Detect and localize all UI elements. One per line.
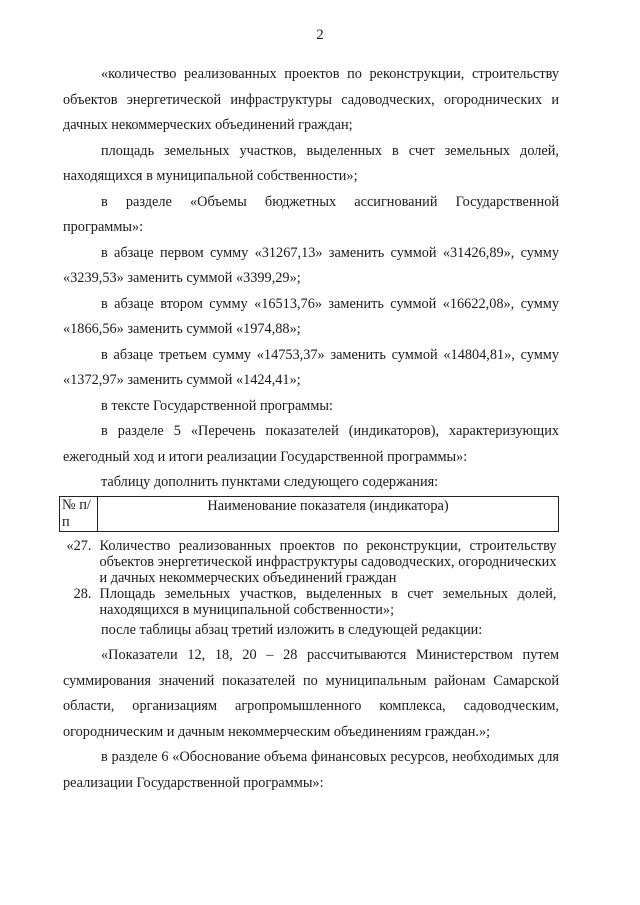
paragraph: в абзаце первом сумму «31267,13» заменить суммой «31426,89», сумму «3239,53» заменить суммой «3399,29»; xyxy=(63,244,559,286)
paragraph: в абзаце втором сумму «16513,76» заменить суммой «16622,08», сумму «1866,56» заменить суммой «1974,88»; xyxy=(63,295,559,337)
paragraph: площадь земельных участков, выделенных в счет земельных долей, находящихся в муниципальной собственности»; xyxy=(63,142,559,184)
paragraph: в тексте Государственной программы: xyxy=(101,397,333,414)
row-number: 28. xyxy=(73,585,92,602)
paragraph: «Показатели 12, 18, 20 – 28 рассчитываются Министерством путем суммирования значений показателей по муниципальным районам Самарской области, организациям агропромышленного комплекса, садоводческим, огородническим и дачным некоммерческим объединениям граждан.»; xyxy=(63,647,559,740)
table-header-row xyxy=(60,496,559,531)
document-body xyxy=(63,62,559,796)
paragraph: в разделе 5 «Перечень показателей (индикаторов), характеризующих ежегодный ход и итоги реализации Государственной программы»: xyxy=(63,423,559,465)
paragraph: в разделе «Объемы бюджетных ассигнований Государственной программы»: xyxy=(63,193,559,235)
paragraph: таблицу дополнить пунктами следующего содержания: xyxy=(101,474,439,490)
header-indicator-name: Наименование показателя (индикатора) xyxy=(98,496,559,531)
indicator-table-wrap xyxy=(59,496,559,618)
paragraph: в разделе 6 «Обоснование объема финансовых ресурсов, необходимых для реализации Государственной программы»: xyxy=(63,749,559,791)
page-number: 2 xyxy=(316,27,324,43)
paragraph: после таблицы абзац третий изложить в следующей редакции: xyxy=(101,621,483,638)
paragraph: «количество реализованных проектов по реконструкции, строительству объектов энергетической инфраструктуры садоводческих, огороднических и дачных некоммерческих объединений граждан; xyxy=(63,66,559,133)
indicator-table xyxy=(59,496,559,618)
table-row xyxy=(60,531,559,586)
table-row xyxy=(60,586,559,618)
row-number: «27. xyxy=(66,537,92,554)
row-indicator-name: Площадь земельных участков, выделенных в счет земельных долей, находящихся в муниципальной собственности»; xyxy=(99,585,557,618)
header-number: № п/п xyxy=(60,496,98,531)
row-indicator-name: Количество реализованных проектов по реконструкции, строительству объектов энергетической инфраструктуры садоводческих, огороднических и дачных некоммерческих объединений граждан xyxy=(99,537,557,586)
paragraph: в абзаце третьем сумму «14753,37» заменить суммой «14804,81», сумму «1372,97» заменить суммой «1424,41»; xyxy=(63,346,559,388)
